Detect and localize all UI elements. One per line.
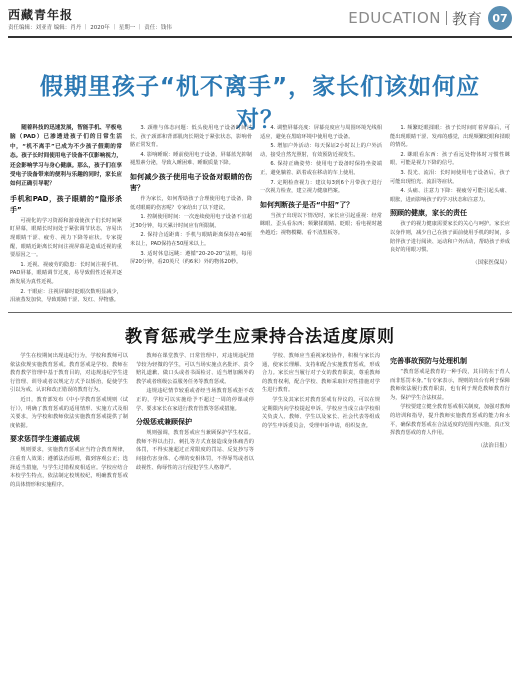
- paragraph: 作为家长，如何帮助孩子合理使用电子设备，降低对眼睛的伤害呢？专家给出了以下建议。: [130, 195, 252, 211]
- article1-column-1: [10, 124, 122, 308]
- masthead: [0, 0, 520, 40]
- paragraph: 学校要建立健全教育惩戒相关制度，加强对教师的培训和指导，提升教师实施教育惩戒的能力和水平，确保教育惩戒在合法适度的范围内实施，真正发挥教育惩戒的育人作用。: [390, 404, 510, 437]
- newspaper-name: 西藏青年报: [8, 8, 74, 22]
- paragraph: 5. 增加户外活动：每天保证2小时以上的户外活动，接受自然光照射，有效预防近视发生。: [260, 143, 382, 158]
- article2-column-3: [262, 352, 380, 690]
- paragraph: 违规违纪情节较重或者经当场教育惩戒拒不改正的，学校可以实施给予不超过一周的停课或停学、要求家长在家进行教育管教等惩戒措施。: [136, 388, 254, 412]
- article1-subhead-2: 如何减少孩子使用电子设备对眼睛的伤害？: [130, 172, 252, 192]
- section-name-cn: 教育: [451, 9, 482, 28]
- paragraph: “教育惩戒是教育的一种手段，其目的在于育人而非惩罚本身。”有专家表示，规则的出台有利于保障教师依法履行教育职责，也有利于规范教师教育行为，保护学生合法权益。: [390, 369, 510, 401]
- paragraph: 1. 控制使用时间：一次连续使用电子设备不宜超过30分钟，每天累计时间应有所限制。: [130, 214, 252, 229]
- paragraph: 规则要求，实施教育惩戒应当符合教育规律，注重育人效果；遵循法治原则，做到客观公正；选择适当措施，与学生过错程度相适应。学校应结合本校学生特点，依法制定校规校纪，明确教育惩戒的具体情形和实施程序。: [10, 447, 128, 488]
- article2-column-4: [390, 352, 510, 690]
- paragraph: 学生在校期间出现违纪行为，学校和教师可以依法依规实施教育惩戒。教育惩戒是学校、教师在教育教学管理中基于教育目的，对违规违纪学生进行管理、训导或者以规定方式予以矫治，促使学生引以为戒、认识和改正错误的教育行为。: [10, 353, 128, 394]
- paragraph: 可视化的学习资源和游戏使孩子们长时间紧盯屏幕，眼睛长时间处于紧张调节状态，容易出现眼睛干涩、疲劳、视力下降等症状。专家提醒，眼睛近距离长时间注视屏幕是造成近视的重要原因之一。: [10, 217, 122, 259]
- paragraph: 3. 颈椎与体态问题：低头使用电子设备时间过长，孩子颈部和背部肌肉长期处于紧张状态，影响骨骼正常发育。: [130, 125, 252, 149]
- paragraph: 7. 定期检查视力：建议每3到6个月带孩子进行一次视力检查，建立视力健康档案。: [260, 179, 382, 195]
- paragraph: 学校、教师应当重视家校协作，积极与家长沟通，使家长理解、支持和配合实施教育惩戒，形成合力。家长应当履行对子女的教育职责，尊重教师的教育权利，配合学校、教师采取针对性措施对学生进行教育。: [262, 353, 380, 394]
- paragraph: 教师在课堂教学、日常管理中，对违规违纪情节较为轻微的学生，可以当场实施点名批评、责令赔礼道歉、做口头或者书面检讨、适当增加额外的教学或者班级公益服务任务等教育惩戒。: [136, 353, 254, 385]
- issue-meta: 责任编辑：刘亚青 编辑：肖丹 ｜ 2020年 ｜ 星期一 ｜ 责任：钱伟: [8, 25, 172, 31]
- article1-column-3: [260, 124, 382, 308]
- paragraph: 2. 保持合适距离：手机与眼睛距离保持在40厘米以上，PAD保持在50厘米以上。: [130, 232, 252, 247]
- paragraph: 规则强调，教育惩戒应当兼顾保护学生权益。教师不得以击打、刺扎等方式直接造成身体痛苦的体罚，不得实施超过正常限度的罚站、反复抄写等间接伤害身体、心理的变相体罚，不得辱骂或者以歧视性、侮辱性的言行侵犯学生人格尊严。: [136, 430, 254, 471]
- article1-subhead-3: 如何判断孩子是否“中招”了？: [260, 200, 354, 209]
- paragraph: 4. 影响睡眠：睡前使用电子设备，屏幕蓝光抑制褪黑素分泌，导致入睡困难、睡眠质量下降。: [130, 151, 252, 167]
- paragraph: 2. 干眼症：注视屏幕时眨眼次数明显减少，泪液蒸发加快，导致眼睛干涩、发红、异物感。: [10, 288, 122, 304]
- section-separator: [446, 11, 447, 25]
- paragraph: 4. 头痛、注意力下降：视疲劳可能引起头痛、眼胀，进而影响孩子的学习状态和注意力。: [390, 188, 510, 203]
- paragraph: 6. 保持正确姿势：使用电子设备时保持坐姿端正，避免躺着、趴着或在移动的车上使用。: [260, 161, 382, 176]
- article2-subhead-3: 完善事故预防与处理机制: [390, 357, 467, 365]
- paragraph: 1. 频繁眨眼揉眼：孩子长时间盯着屏幕后，可能出现眼睛干涩、发痒的感觉，出现频繁眨眼和揉眼的情况。: [390, 125, 510, 149]
- article2-subhead-1: 要求惩罚学生遵循成规: [10, 435, 80, 444]
- article1-subhead-4: 照顾的健康，家长的责任: [390, 209, 467, 218]
- article2-column-1: [10, 352, 128, 690]
- paragraph: 4. 调整屏幕亮度：屏幕亮度应与周围环境光线相适应，避免在黑暗环境中使用电子设备。: [260, 125, 382, 140]
- paragraph: 1. 近视、视疲劳的隐患：长时间注视手机、PAD屏幕，眼睛调节过度，易导致假性近视并逐渐发展为真性近视。: [10, 261, 122, 285]
- article1-lead: 随着科技的迅速发展，智能手机、平板电脑（PAD）已渗透进孩子们的日常生活中，“机不离手”已成为不少孩子假期的常态。孩子长时间使用电子设备不仅影响视力，还会影响学习与身心健康。那么，孩子们在享受电子设备带来的便利与乐趣的同时，家长应如何正确引导呢？: [10, 125, 122, 188]
- top-rule: [8, 36, 512, 38]
- paragraph: 2. 眯眼看东西：孩子看远处物体时习惯性眯眼，可能是视力下降的信号。: [390, 151, 510, 167]
- article1-subhead-1: 手机和PAD，孩子眼睛的“隐形杀手”: [10, 194, 122, 214]
- article2-signature: （法治日报）: [477, 442, 510, 449]
- article2-headline: 教育惩戒学生应秉持合法适度原则: [125, 327, 395, 347]
- article1-signature: （国家医保局）: [472, 259, 510, 266]
- article2-column-2: [136, 352, 254, 690]
- article2-subhead-2: 分级惩戒兼顾保护: [136, 418, 192, 427]
- article1-headline: 假期里孩子“机不离手”，家长们该如何应对？: [39, 74, 481, 133]
- section-name-en: EDUCATION: [348, 9, 441, 27]
- article1-column-2: [130, 124, 252, 308]
- paragraph: 孩子的视力健康需要家长的关心与呵护。家长应以身作则，减少自己在孩子面前使用手机的时间，多陪伴孩子进行阅读、运动和户外活动，帮助孩子养成良好的用眼习惯。: [390, 221, 510, 254]
- page-number-badge: 07: [488, 6, 512, 30]
- article1-column-4: [390, 124, 510, 308]
- section-header: [348, 5, 512, 31]
- paragraph: 近日，教育部发布《中小学教育惩戒规则（试行）》，明确了教育惩戒的适用情形、实施方式及相关要求，为学校和教师依法实施教育惩戒提供了制度依据。: [10, 396, 128, 429]
- paragraph: 学生及其家长对教育惩戒有异议的，可以在规定期限内向学校提起申诉，学校应当成立由学校相关负责人、教师、学生以及家长、社会代表等组成的学生申诉委员会，受理申诉申请，组织复查。: [262, 396, 380, 429]
- paragraph: 3. 畏光、流泪：长时间使用电子设备后，孩子可能出现怕光、流泪等症状。: [390, 169, 510, 185]
- article-divider: [8, 312, 512, 313]
- paragraph: 当孩子出现以下情况时，家长应引起重视：经常眯眼、歪头看东西；频繁揉眼睛、眨眼；看电视时越坐越近；视物模糊、看不清黑板等。: [260, 212, 382, 236]
- paragraph: 3. 适时休息远眺：遵循“20-20-20”法则，每用屏20分钟，看20英尺（约6米）外的物体20秒。: [130, 250, 252, 266]
